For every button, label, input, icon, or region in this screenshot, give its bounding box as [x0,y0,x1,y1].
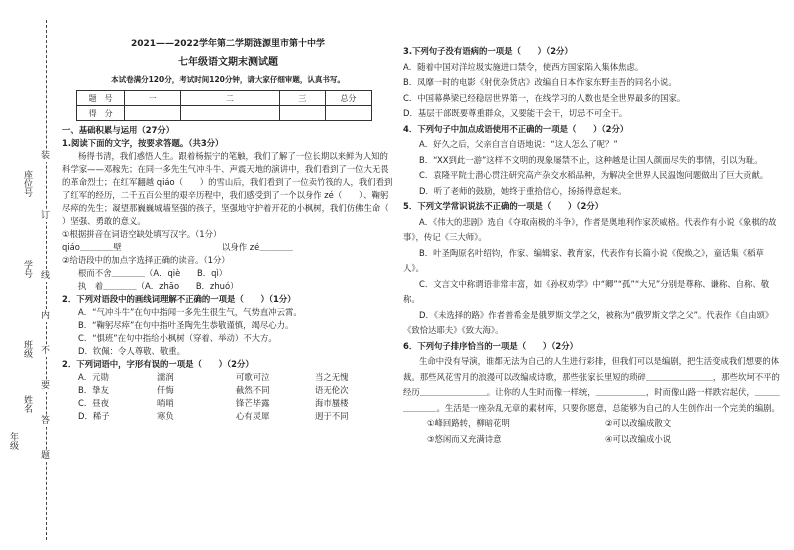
choice-option[interactable]: B．“XX到此一游”这样不文明的现象屡禁不止，这种越是让国人颜面尽失的事情，引以为耻。 [419,154,763,165]
score-cell: 二 [181,91,280,106]
right-column [403,44,783,447]
choice-row[interactable] [62,384,394,397]
seal-char: 要 [41,381,51,391]
choice-option[interactable]: D．听了老师的鼓励，她终于重拾信心，扬扬得意起来。 [419,185,627,196]
choice-word: 海市蜃楼 [315,398,349,408]
choice-option[interactable]: B．“鞠躬尽瘁”在句中指叶圣陶先生恭敬谨慎，竭尽心力。 [78,320,294,330]
choice-word: 仟悔 [157,385,174,395]
choice-option[interactable]: C．袁隆平院士潜心贯注研究高产杂交水稻品种，为解决全世界人民温饱问题做出了巨大贡献。 [419,170,769,180]
margin-label-grade: 年级 [8,432,18,450]
reading-passage: 杨得书清，我们惑悟人生。跟着杨振宁的笔触，我们了解了一位长期以来鲜为人知的科学家——邓稼先；在同一多先生气冲斗牛、声震天地的演讲中，我们看到了一位大无畏的革命烈士；在红军翻越 qiáo（ ）的雪山后，我们看到了一位卖竹筏的人，我们看到了红军的经历，二千五百公里的艰辛历程中，我们感受到了一个以身作 zé（ ）、鞠躬尽瘁的先生；凝望那巍巍城墙坚强的孩子，坚强地守护着开花的小枫树，我们仿佛生命（ ）坚强、勇敢的意义。 [62,151,393,226]
choice-word: 当之无愧 [315,372,349,382]
seal-char: 题 [41,451,51,461]
choice-option[interactable]: B．凤靡一时的电影《射优杂货店》改编自日本作家东野圭吾的同名小说。 [403,77,677,87]
exam-title: 七年级语文期末测试题 [178,57,278,68]
pronunciation-item[interactable]: 执 着＿＿＿＿（A．zhāo B．zhuó） [78,281,239,291]
margin-label-class: 班级 [22,340,32,358]
score-cell: 三 [279,91,325,106]
score-table [76,90,372,121]
choice-option[interactable]: D．钦佩：令人尊敬、敬重。 [78,346,185,356]
choice-word: C．昼夜 [78,398,109,408]
score-table-header [77,91,372,106]
choice-option[interactable]: A．好久之后，父亲自言自语地说：“这人怎么了呢？” [419,139,618,149]
choice-word: B．挚友 [78,385,109,395]
choice-option[interactable]: B．叶圣陶原名叶绍钧，作家、编辑家、教育家，代表作有长篇小说《倪焕之》，童话集《稻草人》。 [403,247,764,273]
ordering-item: ②可以改编成散文 [605,418,672,428]
choice-option[interactable]: D．基层干部既要尊重群众，又要能干会干，切忌不可全干。 [403,108,628,118]
ordering-items [403,416,783,432]
ordering-item: ①峰回路转，柳暗花明 [427,418,510,428]
choice-row[interactable] [62,397,394,410]
choice-word: 哨哨 [157,398,174,408]
score-table-row [77,106,372,121]
seal-char: 不 [41,346,51,356]
margin-label-seat: 座位号 [22,170,32,197]
choice-option[interactable]: C．“惧班”在句中指给小枫树（穿着、举动）不大方。 [78,333,277,343]
choice-word: 心有灵犀 [236,411,270,421]
question-4-title: 4．下列句子中加点成语使用不正确的一项是（ ）（2分） [403,123,629,134]
section-heading: 一、基础积累与运用（27分） [62,125,175,135]
question-6-title: 6．下列句子排序恰当的一项是（ ）（2分） [403,340,578,351]
score-input-cell[interactable] [325,106,371,121]
margin-label-studentid: 学号 [22,260,32,278]
exam-note: 本试卷满分120分，考试时间120分钟，请大家仔细审题，认真书写。 [111,75,345,84]
ordering-item: ③悠闲而又充满诗意 [427,433,502,444]
binding-margin [0,0,60,550]
score-cell: 得 分 [77,106,125,121]
choice-option[interactable]: A．随着中国对洋垃圾实施进口禁令，使西方国家陷入集体焦虑。 [403,61,644,72]
exam-school-title: 2021——2022学年第二学期涟源里市第十中学 [130,39,326,49]
fill-blank-item[interactable]: qiáo＿＿＿＿壁 [62,242,122,252]
subquestion-1-items [62,241,394,254]
subquestion-1: ①根据拼音在词语空缺处填写汉字。（1分） [62,229,222,239]
choice-word: 截然不同 [236,385,270,395]
score-input-cell[interactable] [125,106,181,121]
choice-word: 迥于不同 [315,411,349,421]
choice-word: 可歌可泣 [236,372,270,382]
ordering-items [403,432,783,448]
question-5-title: 5．下列文学常识说法不正确的一项是（ ）（2分） [403,201,604,211]
score-cell: 题 号 [77,91,125,106]
margin-label-name: 姓名 [22,395,32,413]
seal-char: 装 [41,151,51,161]
seal-char: 内 [41,311,51,321]
choice-option[interactable]: A．《伟大的悲剧》选自《夺取南极的斗争》，作者是奥地利作家茨威格。代表作有小说《象棋的故事》，传记《三大师》。 [403,216,777,242]
question-1-title: 1.阅读下面的文字，按要求答题。（共3分） [62,138,224,148]
choice-word: 寒负 [157,411,174,421]
fill-blank-item[interactable]: 以身作 zé＿＿＿＿ [222,242,293,252]
seal-char: 线 [41,271,51,281]
score-input-cell[interactable] [279,106,325,121]
choice-option[interactable]: C．文言文中称谓语非常丰富，如《孙权劝学》中“卿”“孤”“大兄”分别是尊称、谦称、自称、敬称。 [403,278,770,304]
choice-row[interactable] [62,371,394,384]
score-input-cell[interactable] [181,106,280,121]
left-column [62,14,394,423]
choice-word: 濡润 [157,372,174,382]
score-cell: 总分 [325,91,371,106]
ordering-passage: 生命中没有导演，谁都无法为自己的人生进行彩排，但我们可以是编剧，把生活变成我们想要的体裁。那些风花雪月的浪漫可以改编成诗歌，那些张家长里短的琐碎＿＿＿＿＿＿＿＿，那些坎坷不平的经历＿＿＿＿＿＿＿＿。让你的人生时而像一样统，＿＿＿＿＿＿，时而像山路一样跌宕起伏，＿＿＿＿＿＿＿。生活是一座杂乱无章的素材库，只要你愿意，总能够为自己的人生创作出一个完美的编剧。 [403,356,780,413]
choice-word: D．稀子 [78,411,110,421]
choice-word: A．元勋 [78,372,109,382]
ordering-item: ④可以改编成小说 [605,433,672,444]
choice-option[interactable]: C．中国幕鼻梁已经稳居世界第一，在线学习的人数也是全世界最多的国家。 [403,92,686,103]
question-2-title: 2．下列对语段中的画线词理解不正确的一项是（ ）（1分） [62,294,296,304]
question-3-title: 2．下列词语中，字形有误的一项是（ ）（2分） [62,359,254,369]
choice-row[interactable] [62,410,394,423]
seal-char: 答 [41,416,51,426]
subquestion-2: ②给语段中的加点字选择正确的读音。（1分） [62,255,230,265]
choice-word: 语无伦次 [315,385,349,395]
question-3-title: 3.下列句子没有语病的一项是（ ）（2分） [403,46,573,56]
choice-option[interactable]: D．《未选择的路》作者普希金是俄罗斯文学之父，被称为“俄罗斯文学之父”。代表作《自由颂》《致恰达耶夫》《致大海》。 [403,309,774,335]
choice-word: 锋芒毕露 [236,398,270,408]
pronunciation-item[interactable]: 根而不舍＿＿＿＿（A．qiè B．qì） [78,268,228,278]
score-cell: 一 [125,91,181,106]
seal-char: 订 [41,211,51,221]
choice-option[interactable]: A．“气冲斗牛”在句中指闻一多先生很生气，气势直冲云霄。 [78,307,302,317]
